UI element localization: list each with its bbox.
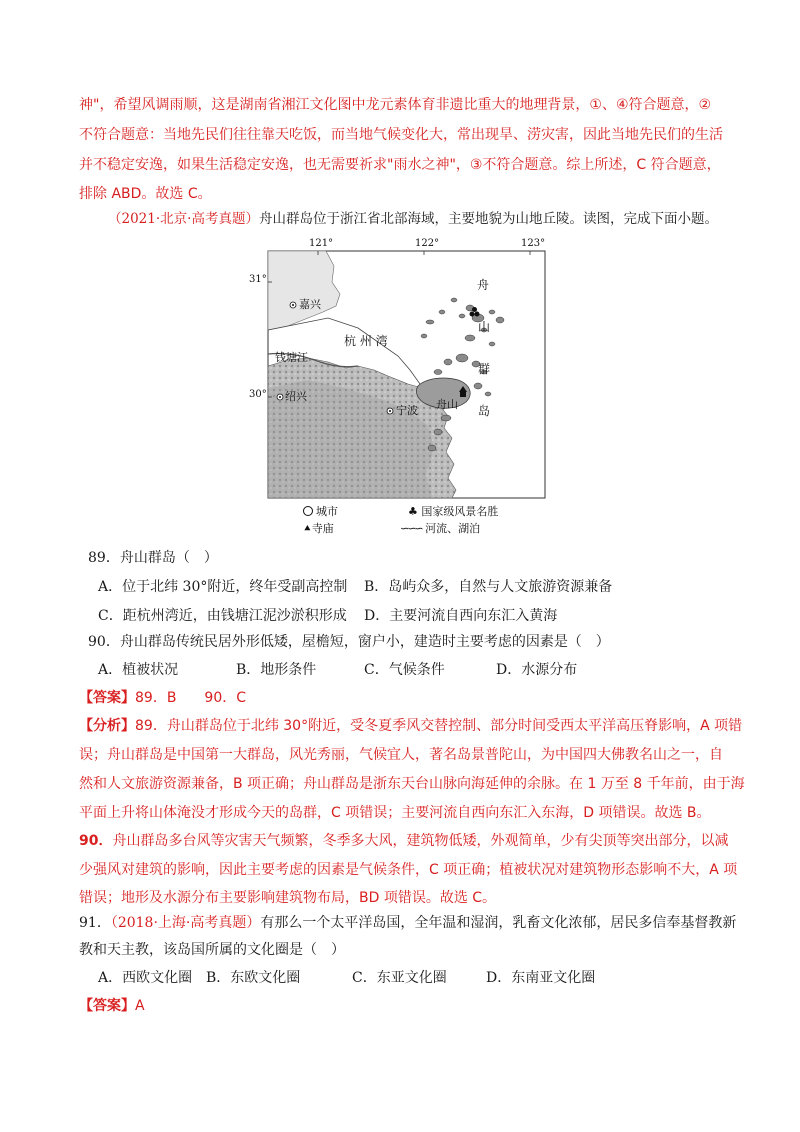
legend-city: 城市	[303, 505, 338, 519]
q91-stem-line-2: 教和天主教，该岛国所属的文化圈是（ ）	[79, 942, 345, 958]
q89-option-a: A．位于北纬 30°附近，终年受副高控制	[98, 579, 348, 595]
analysis-cont-line-4: 排除 ABD。故选 C。	[79, 186, 212, 202]
lon-label-122: 122°	[415, 238, 440, 249]
place-label-ningbo: 宁波	[396, 404, 418, 417]
analysis-cont-line-1: 神"，希望风调雨顺，这是湖南省湘江文化图中龙元素体育非遗比重大的地理背景，①、④符合题意，②	[79, 97, 712, 113]
analysis-line-5: 90．舟山群岛多台风等灾害天气频繁，冬季多大风，建筑物低矮，外观简单，少有尖顶等突出部分，以减	[79, 833, 729, 849]
analysis-line-1: 【分析】89．舟山群岛位于北纬 30°附近，受冬夏季风交替控制、部分时间受西太平洋高压脊影响，A 项错	[79, 718, 743, 734]
city-marker-shaoxing	[277, 394, 283, 400]
legend-temple: ⯅寺庙	[303, 522, 334, 535]
place-label-qiantang: 钱塘江	[275, 351, 308, 364]
answer-91-label: 【答案】	[79, 998, 135, 1014]
place-label-shaoxing: 绍兴	[285, 390, 307, 403]
place-label-zhoushan-island: 舟山	[436, 398, 458, 411]
q90-option-b: B．地形条件	[236, 662, 317, 678]
analysis-line-7: 错误；地形及水源分布主要影响建筑物布局，BD 项错误。故选 C。	[79, 890, 497, 906]
city-icon	[303, 506, 313, 516]
analysis-line-2: 误；舟山群岛是中国第一大群岛，风光秀丽，气候宜人，著名岛景普陀山，为中国四大佛教名山之一，自	[79, 747, 723, 763]
place-label-qundao-dao: 岛	[478, 404, 491, 418]
analysis-line-3: 然和人文旅游资源兼备，B 项正确；舟山群岛是浙东天台山脉向海延伸的余脉。在 1 万至 8 千年前，由于海	[79, 776, 745, 792]
q91-source: （2018·上海·高考真题）	[110, 915, 261, 931]
place-label-qundao-zhou: 舟	[477, 278, 490, 292]
zhoushan-map	[248, 238, 548, 538]
river-icon: ∽∽∽	[400, 522, 422, 535]
analysis-cont-line-2: 不符合题意：当地先民们往往靠天吃饭，而当地气候变化大，常出现旱、涝灾害，因此当地先民们的生活	[79, 127, 723, 143]
city-marker-ningbo	[387, 408, 393, 414]
q89-option-c: C．距杭州湾近，由钱塘江泥沙淤积形成	[98, 608, 347, 624]
lat-label-31: 31°	[249, 274, 267, 285]
q90-stem: 90．舟山群岛传统民居外形低矮，屋檐短，窗户小，建造时主要考虑的因素是（ ）	[88, 634, 610, 650]
q89-stem: 89．舟山群岛（ ）	[88, 550, 218, 566]
q89-option-d: D．主要河流自西向东汇入黄海	[364, 608, 558, 624]
answer-91-text: A	[135, 998, 145, 1014]
q90-option-a: A．植被状况	[98, 662, 179, 678]
q90-option-d: D．水源分布	[496, 662, 578, 678]
temple-icon: ⯅	[303, 522, 312, 535]
q91-option-a: A．西欧文化圈	[98, 970, 193, 986]
answer-text: 89．B 90．C	[135, 690, 247, 706]
analysis-cont-line-3: 并不稳定安逸，如果生活稳定安逸，也无需要祈求"雨水之神"，③不符合题意。综上所述，C 符合题意，	[79, 157, 721, 173]
analysis-line-4: 平面上升将山体淹没才形成今天的岛群，C 项错误；主要河流自西向东汇入东海，D 项错误。故选 B。	[79, 805, 711, 821]
q91-option-c: C．东亚文化圈	[352, 970, 447, 986]
q89-option-b: B．岛屿众多，自然与人文旅游资源兼备	[364, 579, 613, 595]
place-label-hangzhouwan: 杭 州 湾	[344, 334, 388, 348]
q91-option-b: B．东欧文化圈	[206, 970, 301, 986]
passage-source: （2021·北京·高考真题）	[108, 211, 259, 227]
q91-stem-line-1: 91．（2018·上海·高考真题）有那么一个太平洋岛国，全年温和湿润，乳畜文化浓郁，居民多信奉基督教新	[79, 915, 737, 931]
legend-river: ∽∽∽ 河流、湖泊	[400, 522, 481, 535]
lon-label-123: 123°	[521, 238, 546, 249]
map-svg	[248, 238, 548, 538]
answer-89-90	[79, 688, 246, 708]
place-label-jiaxing: 嘉兴	[299, 298, 321, 311]
answer-91	[79, 996, 145, 1016]
passage-text: 舟山群岛位于浙江省北部海域，主要地貌为山地丘陵。读图，完成下面小题。	[258, 211, 718, 227]
analysis-line-6: 少强风对建筑的影响，因此主要考虑的因素是气候条件，C 项正确；植被状况对建筑物形态影响不大，A 项	[79, 862, 738, 878]
q90-option-c: C．气候条件	[364, 662, 445, 678]
scenic-icon: ♣	[408, 505, 418, 518]
place-label-qundao-qun: 群	[478, 362, 491, 376]
analysis-label: 【分析】	[79, 718, 135, 734]
city-marker-jiaxing	[290, 302, 296, 308]
answer-label: 【答案】	[79, 690, 135, 706]
lon-label-121: 121°	[309, 238, 334, 249]
legend-scenic: ♣ 国家级风景名胜	[408, 505, 499, 518]
q91-option-d: D．东南亚文化圈	[486, 970, 596, 986]
place-label-qundao-shan: 山	[478, 320, 491, 334]
passage-intro	[108, 209, 718, 229]
lat-label-30: 30°	[249, 389, 267, 400]
